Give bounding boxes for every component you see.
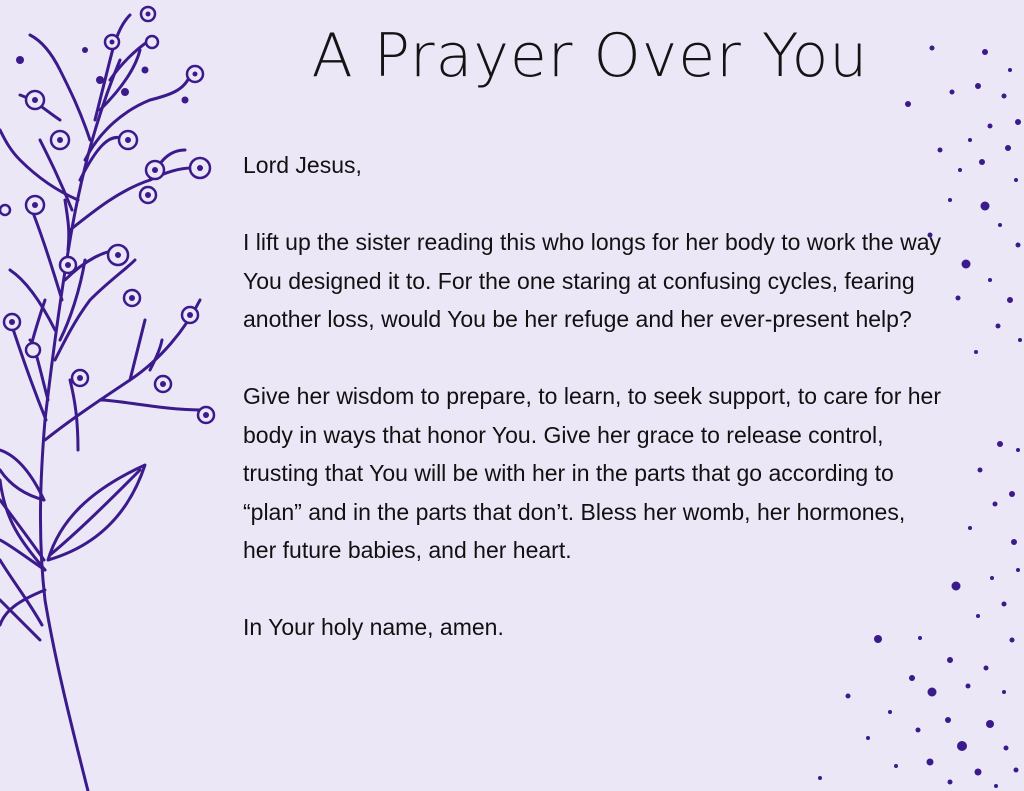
flower-branch-illustration (0, 0, 230, 791)
prayer-body (243, 146, 943, 647)
prayer-paragraph-2: Give her wisdom to prepare, to learn, to seek support, to care for her body in ways that honor You. Give her grace to release control, trusting that You will be with her in the parts that go according to “plan” and in the parts that don’t. Bless her womb, her hormones, her future babies, and her heart. (243, 383, 942, 563)
prayer-closing: In Your holy name, amen. (243, 614, 504, 640)
prayer-salutation: Lord Jesus, (243, 152, 362, 178)
page-title: A Prayer Over You (311, 21, 869, 91)
prayer-paragraph-1: I lift up the sister reading this who longs for her body to work the way You designed it to. For the one staring at confusing cycles, fearing another loss, would You be her refuge and her ever-present help? (243, 229, 942, 332)
